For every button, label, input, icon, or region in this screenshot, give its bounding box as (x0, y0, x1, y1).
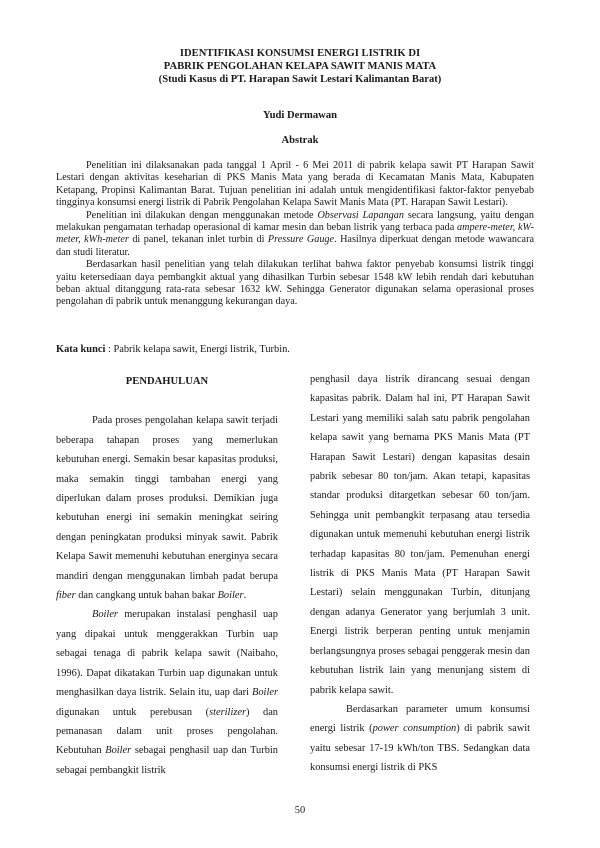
title-line-3: (Studi Kasus di PT. Harapan Sawit Lestari Kalimantan Barat) (158, 74, 442, 85)
page-number: 50 (294, 805, 306, 816)
keywords (56, 343, 534, 356)
text-run: . Hasilnya diperkuat dengan metode wawancara dan studi literatur. (56, 234, 534, 258)
text-run: digunakan untuk perebusan ( (56, 706, 210, 718)
text-run: merupakan instalasi penghasil uap yang dipakai untuk menggerakkan Turbin uap sebagai tenaga di pabrik kelapa sawit (Naibaho, 1996). Dapat dikatakan Turbin uap digunakan untuk menghasilkan daya listrik. Selain itu, uap dari (56, 609, 278, 699)
intro-paragraph-1 (56, 411, 278, 605)
title-line-1: IDENTIFIKASI KONSUMSI ENERGI LISTRIK DI (179, 48, 421, 59)
abstract-body (56, 160, 534, 309)
paper-title (60, 47, 540, 86)
italic-run: Boiler (217, 590, 244, 602)
italic-run: Observasi Lapangan (317, 209, 404, 221)
left-column (56, 370, 278, 780)
italic-run: fiber (56, 590, 76, 602)
abstract-paragraph-2 (56, 210, 534, 260)
abstract-heading: Abstrak (281, 135, 319, 146)
abstract-paragraph-3: Berdasarkan hasil penelitian yang telah dilakukan terlihat bahwa faktor penyebab konsumsi listrik tinggi yaitu ketersediaan daya pembangkit aktual yang dihasilkan Turbin sebesar 1548 kW lebih rendah dari kebutuhan beban aktual ditanggung rata-rata sebesar 1632 kW. Sehingga Generator digunakan selama operasional proses pengolahan di pabrik untuk menanggung kekurangan daya. (56, 259, 534, 308)
intro-paragraph-4 (310, 700, 530, 778)
text-run: secara langsung, yaitu dengan melakukan pengamatan terhadap operasional di kamar mesin dan beban listrik yang terbaca pada (56, 209, 534, 234)
italic-run: Boiler (252, 687, 278, 699)
text-run: ) di pabrik sawit yaitu sebesar 17-19 kWh/ton TBS. Sedangkan data konsumsi energi listrik di PKS (310, 723, 530, 774)
keywords-label: Kata kunci (56, 344, 106, 355)
text-run: ) dan pemanasan dalam unit proses pengolahan. Kebutuhan (56, 706, 279, 757)
text-run: sebagai penghasil uap dan Turbin sebagai pembangkit listrik (56, 745, 278, 776)
right-column (310, 370, 530, 778)
section-heading: PENDAHULUAN (125, 376, 209, 387)
italic-run: sterilizer (209, 706, 247, 718)
text-run: Penelitian ini dilakukan dengan menggunakan metode (86, 209, 318, 221)
abstract-paragraph-1: Penelitian ini dilaksanakan pada tanggal 1 April - 6 Mei 2011 di pabrik kelapa sawit PT Harapan Sawit Lestari dengan aktivitas keseharian di PKS Manis Mata yang berada di Kecamatan Manis Mata, Kabupaten Ketapang, Propinsi Kalimantan Barat. Tujuan penelitian ini adalah untuk mengidentifikasi faktor-faktor penyebab tingginya konsumsi energi listrik di Pabrik Pengolahan Kelapa Sawit Manis Mata (PT. Harapan Sawit Lestari). (56, 160, 534, 209)
text-run: Pada proses pengolahan kelapa sawit terjadi beberapa tahapan proses yang memerlukan kebutuhan energi. Semakin besar kapasitas produksi, maka semakin tinggi tambahan energi yang diperlukan dalam proses produksi. Demikian juga kebutuhan energi ini semakin meningkat seiring dengan peningkatan produksi minyak sawit. Pabrik Kelapa Sawit memenuhi kebutuhan energinya secara mandiri dengan menggunakan limbah padat berupa (56, 415, 278, 582)
text-run: . (243, 590, 247, 602)
italic-run: power consumption (372, 723, 457, 735)
text-run: Berdasarkan parameter umum konsumsi energi listrik ( (310, 703, 530, 735)
author-name: Yudi Dermawan (262, 110, 338, 121)
text-run: di panel, tekanan inlet turbin di (128, 234, 268, 246)
italic-run: Boiler (105, 745, 132, 757)
intro-paragraph-3: penghasil daya listrik dirancang sesuai dengan kapasitas pabrik. Dalam hal ini, PT Harapan Sawit Lestari yang memiliki salah satu pabrik pengolahan kelapa sawit yang bernama PKS Manis Mata (PT Harapan Sawit Lestari) dengan kapasitas desain pabrik sebesar 80 ton/jam. Akan tetapi, kapasitas standar produksi ditargetkan sebesar 60 ton/jam. Sehingga unit pembangkit terpasang atau tersedia digunakan untuk memenuhi kebutuhan energi listrik terhadap kapasitas 80 ton/jam. Pemenuhan energi listrik di PKS Manis Mata (PT Harapan Sawit Lestari) selain menggunakan Turbin, ditunjang dengan adanya Generator yang berjumlah 3 unit. Energi listrik berperan penting untuk menjamin berlangsungnya proses sebagai penggerak mesin dan kebutuhan listrik lain yang menunjang sistem di pabrik kelapa sawit. (310, 374, 530, 696)
italic-run: Pressure Gauge (267, 234, 335, 246)
italic-run: Boiler (92, 609, 118, 621)
keywords-text: : Pabrik kelapa sawit, Energi listrik, Turbin. (105, 344, 290, 355)
title-line-2: PABRIK PENGOLAHAN KELAPA SAWIT MANIS MATA (163, 61, 437, 72)
intro-paragraph-2 (56, 605, 278, 780)
italic-run: ampere-meter, kW-meter, kWh-meter (56, 222, 534, 246)
text-run: dan cangkang untuk bahan bakar (75, 590, 218, 602)
